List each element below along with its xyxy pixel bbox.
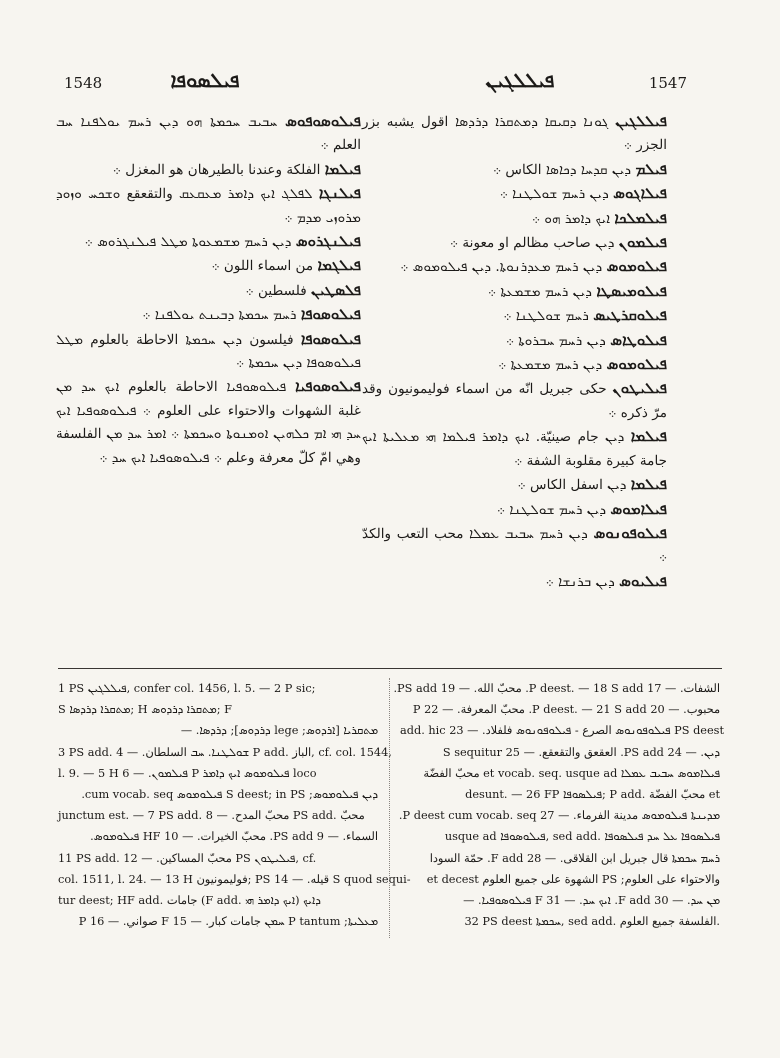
footnote-line: ܡܬܩܪܝܐ [ܐܪܕܘܣ; lege ܕܪܕܘܣ]; ܕܪܕܣܐ. — [180, 724, 378, 738]
entry-text: حكى جبريل انّه من اسماء فوليمونيون وقد مرّ ذكره ܀ [362, 381, 667, 421]
entry-text: ܕܝܢ اسفل الكاس ܀ [517, 477, 627, 494]
dictionary-entry [56, 158, 361, 182]
entry-text: فلسطين ܀ [245, 282, 307, 299]
entry-text: من اسماء اللون ܀ [211, 258, 314, 275]
entry-text: ܕܝܢ ܪܚܡ ܡܫܡܥܘܬܐ ܡܛܠ ܦܝܠܢܓܪܘܣ ܀ [84, 234, 292, 251]
entry-text: ܠܦܠܓ ܐܝܟ ܕܐܡܪ ܡܥܩܥܩ والتقعقع ܘܫܟܚ ܘܙܘܕ ܡܪܘܙܝ ܡܕܡ ܀ [56, 186, 361, 226]
dictionary-entry [56, 375, 361, 470]
footnote-line: l. 9. — 5 H ܦܝܠܡܘܢ. — 6 P ܦܝܠܘܡܘܣ ܐܝܟ ܕܐܡܪ loco [58, 766, 317, 780]
footnote-line: 11 PS add. محبّ المساكين. — 12 PS ܦܝܠܝܛܘܢ, cf. [58, 851, 317, 865]
footnote-line: ܡܕܝܢܬܐ ܦܝܠܘܡܘܣ مدينة الفرماء. — 27 P deest cum vocab. seq. [398, 809, 720, 823]
entry-text: ܪܚܡ ܚܟܡܬܐ ܕܒܝܢܬ ܝܘܠܦܢܐ ܀ [142, 307, 297, 324]
entry-headword: ܦܝܠܘܦܘܢܘܣ [593, 523, 667, 542]
footnotes-right [393, 678, 725, 978]
dictionary-entry [362, 110, 667, 158]
entry-headword: ܦܝܠܘܡܘܣ [606, 257, 667, 276]
dictionary-entry [56, 303, 361, 327]
entry-headword: ܦܝܠܓܡܐ [317, 256, 361, 275]
entry-text: فيلسون ܕܝܢ ܚܟܡܬܐ الاحاطة بالعلوم ܡܛܠ ܦܝܠܘܣܘܦܐ ܕܝܢ ܚܟܡܬܐ ܀ [56, 331, 361, 372]
entry-text: ܚܒܝܒ ܚܟܡܬܐ ܗܘ ܕܝܢ ܪܚܡ ܝܘܠܦܢܐ ܚܒ العلم ܀ [56, 114, 361, 154]
dictionary-entry [362, 473, 667, 497]
page-number-left: 1548 [64, 74, 103, 92]
dictionary-entry [362, 498, 667, 522]
entry-text: ܐܝܟ ܕܐܡܪ ܗܘ ܀ [531, 210, 611, 227]
footnote-line: ܡܢ ܚܕ. — 30 F add. ܐܝܟ ܚܕ. — 31 F ܦܝܠܘܣܘܦܝܐ. — [463, 894, 720, 908]
dictionary-entry [362, 280, 667, 304]
entry-headword: ܦܝܠܢܓܪܘܣ [295, 232, 361, 251]
entry-headword: ܦܝܠܘܩܪܛܝܣ [593, 306, 667, 325]
dictionary-entry [362, 255, 667, 279]
entry-headword: ܦܠܣܛܝܢ [311, 280, 361, 299]
entry-text: ܦܝܠܘܣܘܦܝܐ الاحاطة بالعلوم ܐܝܟ ܚܕ ܡܢ غلبة الشهوات والاحتواء على العلوم ܀ ܦܝܠܘܣܘܦܝܐ ܐܝܟ ܚܕ ܗܝ ܐܡ ܟܠܗܝܢ ܐܘܡܢܘܬܐ ܘܚܟܡܬܐ ܀ ܐܡܪ ܚܕ ܡܢ الفلسفة وهي امّ كلّ معرفة وعلم ܀ ܦܝܠܘܣܘܦܝܐ ܐܝܟ ܚܕ ܀ [56, 379, 361, 466]
dictionary-entry [56, 279, 361, 303]
entry-headword: ܦܝܠܠܓܝܢ [615, 112, 667, 130]
entry-text: ܕܝܢ ܪܚܡ ܚܒܪܘܬܐ ܀ [505, 332, 606, 349]
entry-headword: ܦܝܠܘܡܘܣ [606, 355, 667, 374]
dictionary-entry [56, 182, 361, 230]
dictionary-entry [362, 158, 667, 182]
footnote-line: desunt. — 26 FP ܦܝܠܣܘܦܐ; P add. محبّ الفضّة et [465, 788, 720, 802]
dictionary-entry [56, 110, 361, 158]
entry-headword: ܦܝܠܘܛܐܣ [610, 330, 667, 349]
entry-text: ܕܝܢ ܩܕܚܐ ܕܟܐܣܐ الكاس ܀ [492, 161, 632, 178]
dictionary-entry [56, 254, 361, 278]
footnote-line: السماء. — 9 PS add. محبّ الخيرات. — 10 HF ܦܝܠܘܡܘܣ. [90, 830, 378, 844]
entry-headword: ܦܝܠܡܘܢ [618, 233, 667, 252]
entry-text: ܕܝܢ ܪܚܡ ܡܫܡܥܬܐ ܀ [487, 283, 592, 300]
entry-headword: ܦܝܠܘܣܘܦܐ [300, 329, 361, 348]
footnote-line: والاحتواء على العلوم; PS الشهوة على جميع العلوم et decest [426, 872, 720, 886]
footnote-line: ܡܥܠܝܬܐ; P tantum ܚܡܢ جامات كبار. — 15 F صواني. — 16 P [78, 915, 378, 929]
footnote-divider [389, 678, 390, 938]
entry-headword: ܦܝܠܐܡܘܣ [610, 499, 667, 518]
footnote-line: محبوب. — 20 P deest. — 21 S add. محبّ المعرفة. — 22 P [412, 703, 720, 717]
footnote-line: 1 PS ܦܝܠܠܓܝܢ, confer col. 1456, l. 5. — 2 P sic; [58, 682, 316, 695]
entry-headword: ܦܝܠܝܛܘܢ [612, 379, 667, 398]
dictionary-entry [362, 304, 667, 328]
left-column [56, 110, 361, 665]
dictionary-entry [362, 570, 667, 594]
footnote-line: ܕܝܢ ܦܝܠܘܡܘܣ; S deest; in PS ܦܝܠܘܡܘܣ cum vocab. seq. [81, 788, 378, 802]
footnote-line: add. hic ܦܝܠܘܦܘܢܘܣ الصرع - ܦܝܠܘܦܘܢܘܣ فلفلاد. — 23 PS deest [400, 724, 725, 738]
entry-headword: ܦܝܠܡ [635, 159, 667, 178]
entry-headword: ܦܝܠܘܣܘܦܐ [300, 305, 361, 324]
entry-text: ܕܝܢ جام صينيّة. ܐܝܟ ܕܐܡܪ ܦܝܠܡܐ ܗܝ ܡܥܠܝܬܐ ܐܝܟ جامة كبيرة مقلوبة الشفة ܀ [362, 429, 667, 469]
entry-headword: ܦܝܠܡܐ [324, 159, 361, 178]
footnote-rule [58, 668, 722, 669]
footnote-line: junctum est. — 7 PS add. محبّ المدح. — 8 PS add. محبّ [58, 809, 365, 823]
footnote-line: ܦܝܠܐܡܘܣ ܚܒܝܒ ܥܡܠܐ et vocab. seq. usque ad محبّ الفضّة [423, 766, 720, 780]
dictionary-entry [56, 328, 361, 376]
dictionary-entry [362, 182, 667, 206]
dictionary-entry [362, 207, 667, 231]
entry-headword: ܦܝܠܡܠܟܐ [614, 208, 667, 227]
dictionary-entry [362, 231, 667, 255]
footnotes-left [58, 678, 411, 978]
entry-headword: ܦܝܠܡܐ [630, 427, 667, 446]
footnote-line: S ܡܬܩܪܐ ܕܪܕܣܐ; H ܡܬܩܪܐ ܕܪܕܘܣ; F [58, 703, 232, 717]
entry-text: ܕܝܢ ܪܚܡ ܫܘܠܛܢܐ ܀ [499, 186, 609, 203]
footnote-line: usque ad ܦܝܠܘܣܘܦܐ, sed add. ܦܝܠܣܘܦܐ ܥܠ ܚܕ ܦܝܠܣܘܦܐ [444, 830, 720, 844]
footnote-line: ܕܝܢ. — 24 PS add. العقعق والتقعقع. — 25 S sequitur [442, 745, 720, 759]
entry-headword: ܦܝܠܡܐ [630, 475, 667, 494]
entry-headword: ܦܝܠܐܓܘܣ [613, 184, 667, 203]
dictionary-entry [362, 425, 667, 473]
entry-headword: ܦܝܠܢܓܐ [318, 184, 361, 203]
running-head-right: ܦܝܠܠܓܝܢ [485, 68, 555, 92]
entry-text: ܕܝܢ صاحب مظالم او معونة ܀ [449, 235, 615, 252]
page-number-right: 1547 [648, 74, 687, 92]
footnote-line: col. 1511, l. 24. — 13 H فوليمونيون; PS قيله. — 14 S quod sequi- [58, 872, 411, 886]
entry-headword: ܦܝܠܘܣܘܦܘܣ [285, 112, 361, 130]
dictionary-entry [362, 377, 667, 425]
entry-text: ܕܝܢ ܪܚܡ ܡܫܡܥܬܐ ܀ [498, 357, 603, 374]
dictionary-entry [362, 353, 667, 377]
entry-headword: ܦܝܠܘܡܝܣܛܐ [596, 281, 667, 300]
entry-text: ܕܝܢ ܪܚܡ ܡܥܕܪܢܘܬܐ. ܕܝܢ ܦܝܠܘܡܘܣ ܀ [400, 259, 603, 276]
dictionary-entry [56, 230, 361, 254]
entry-headword: ܦܝܠܝܘܣ [619, 571, 667, 590]
footnote-line: ܪܚܡ ܚܟܡܬܐ قال جبريل ابن القلاقى. — 28 F add. حمّة السودا [429, 851, 720, 865]
dictionary-entry [362, 522, 667, 570]
footnote-line: 32 PS deest ܚܟܡܬܐ, sed add. الفلسفة جميع العلوم. [464, 915, 720, 929]
entry-text: الفلكة وعندنا بالطيرهان هو المغزل ܀ [112, 161, 321, 178]
dictionary-entry [362, 329, 667, 353]
entry-headword: ܦܝܠܘܣܘܦܝܐ [295, 377, 362, 396]
entry-text: ܕܝܢ ܪܚܡ ܫܘܠܛܢܐ ܀ [496, 501, 607, 518]
footnote-line: الشفات. — 17 P deest. — 18 S add. محبّ الله. — 19 PS add. [393, 682, 720, 695]
entry-text: ܪܚܡ ܫܘܠܛܢܐ ܀ [503, 308, 589, 325]
entry-text: ܓܘܢܐ ܕܩܝܩܐ ܕܡܬܩܪܐ ܕܪܕܣܐ اقول يشبه بزر الجزر ܀ [362, 114, 667, 154]
footnote-line: tur deest; HF add. جامات (F add. ܐܝܟ ܕܐܡܪ ܗܝ) ܕܐܝܟ [58, 894, 321, 908]
footnote-line: 3 PS add. ܫܘܠܛܢܐ. ܚܒ السلطان. — 4 P add. الباز, cf. col. 1544, [58, 745, 392, 759]
right-column [362, 110, 667, 665]
entry-text: ܕܝܢ ܪܚܡ ܚܒܝܒ ܥܡܠܐ محب التعب والكدّ ܀ [362, 525, 667, 566]
entry-text: ܕܝܢ ܒܪܢܫܐ ܀ [545, 573, 615, 590]
running-head-left: ܦܝܠܣܘܦܐ [170, 68, 240, 92]
